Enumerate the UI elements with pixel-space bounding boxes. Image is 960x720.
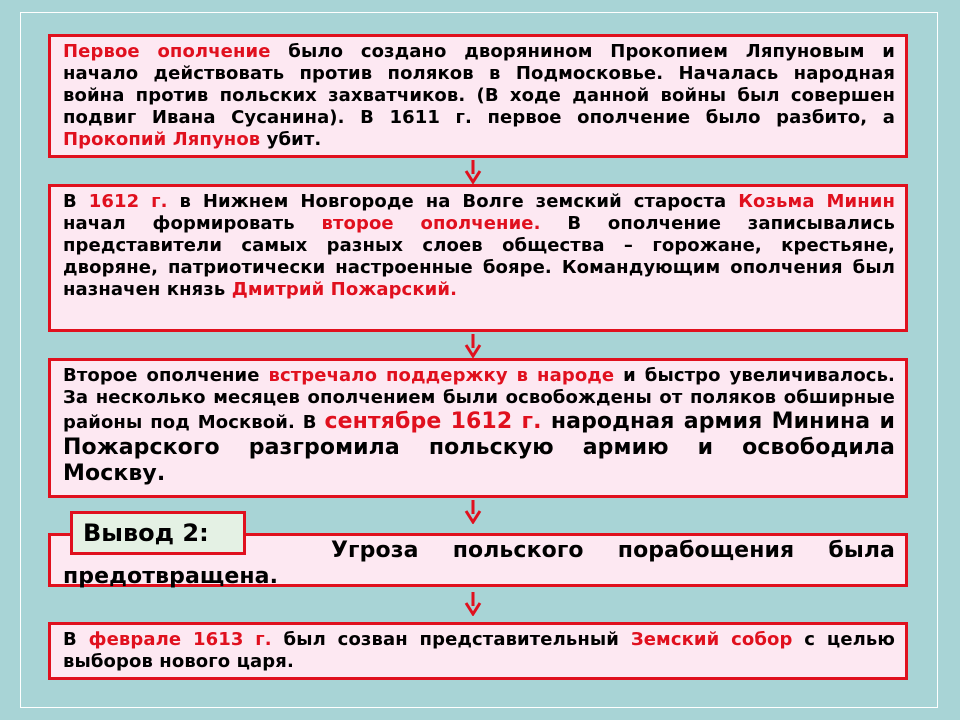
first-militia-text: Первое ополчение было создано дворянином Прокопием Ляпуновым и начало действовать против поляков в Подмосковье. Началась народная война против польских захватчиков. (В ходе данной войны был совершен подвиг Ивана Сусанина). В 1611 г. первое ополчение было разбито, а Прокопий Ляпунов убит. [63,41,896,150]
down-arrow-icon [463,160,483,184]
down-arrow-icon [463,500,483,524]
lyapunov-name: Прокопий Ляпунов [63,129,261,150]
down-arrow-icon [463,592,483,616]
first-militia-term: Первое ополчение [63,41,271,62]
conclusion-text: Угроза польского порабощения была предотвращена. [63,538,895,589]
pozharsky-name: Дмитрий Пожарский. [231,279,458,300]
second-militia-text: В 1612 г. в Нижнем Новгороде на Волге земский староста Козьма Минин начал формировать второе ополчение. В ополчение записывались представители самых разных слоев общества – горожане, крестьяне, дворяне, патриотически настроенные бояре. Командующим ополчения был назначен князь Дмитрий Пожарский. [63,191,895,300]
zemsky-sobor-box [48,622,908,680]
zemsky-sobor-text: В феврале 1613 г. был созван представительный Земский собор с целью выборов нового царя. [63,629,895,672]
liberation-text: Второе ополчение встречало поддержку в народе и быстро увеличивалось. За несколько месяцев ополчением были освобождены от поляков обширные районы под Москвой. В сентябре 1612 г. народная армия Минина и Пожарского разгромила польскую армию и освободила Москву. [63,365,895,486]
down-arrow-icon [463,334,483,358]
second-militia-box [48,184,908,332]
conclusion-label: Вывод 2: [70,511,246,555]
first-militia-box [48,34,908,158]
minin-name: Козьма Минин [738,191,895,212]
liberation-box [48,358,908,498]
